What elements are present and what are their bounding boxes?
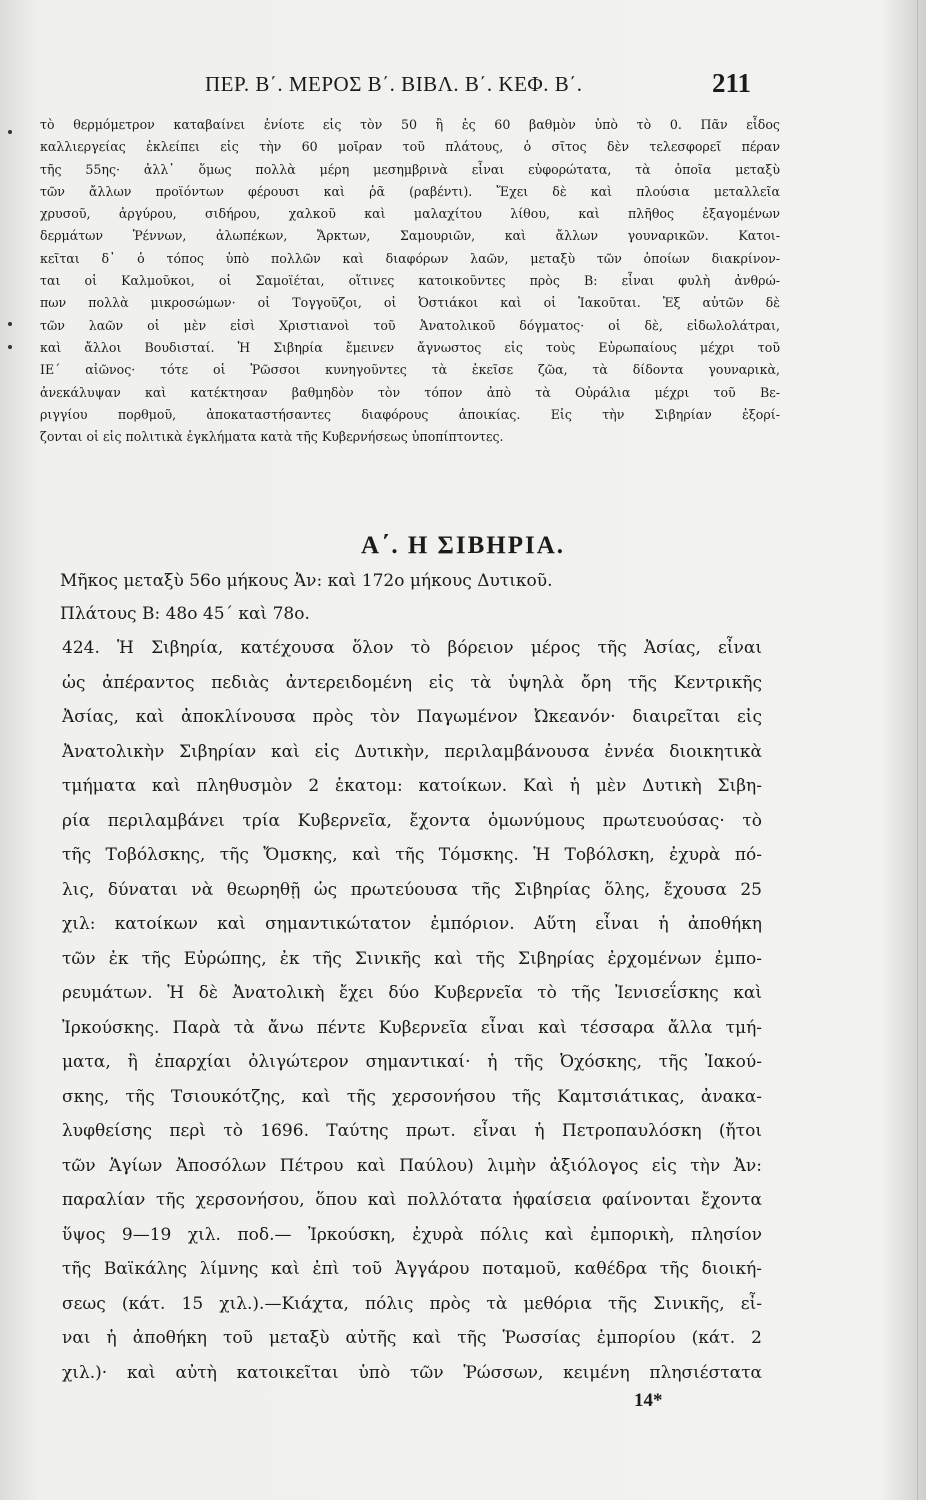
text-line: ρία περιλαμβάνει τρία Κυβερνεῖα, ἔχοντα ὁμωνύμους πρωτευούσας· τὸ	[62, 810, 762, 831]
text-line: κεῖται δ᾽ ὁ τόπος ὑπὸ πολλῶν καὶ διαφόρων λαῶν, μεταξὺ τῶν ὁποίων διακρίνον-	[40, 250, 780, 266]
text-line: τὸ θερμόμετρον καταβαίνει ἐνίοτε εἰς τὸν 50 ἢ ἐς 60 βαθμὸν ὑπὸ τὸ 0. Πᾶν εἶδος	[40, 117, 780, 132]
latitude-line: Πλάτους Β: 48ο 45΄ καὶ 78ο.	[60, 604, 310, 624]
text-line: τῶν λαῶν οἱ μὲν εἰσὶ Χριστιανοὶ τοῦ Ἀνατολικοῦ δόγματος· οἱ δὲ, εἰδωλολάτραι,	[40, 317, 780, 333]
text-line: χιλ: κατοίκων καὶ σημαντικώτατον ἐμπόριον. Αὕτη εἶναι ἡ ἀποθήκη	[62, 914, 762, 934]
running-head: ΠΕΡ. Β΄. ΜΕΡΟΣ Β΄. ΒΙΒΛ. Β΄. ΚΕΦ. Β΄.	[205, 72, 583, 96]
text-line: ζονται οἱ εἰς πολιτικὰ ἐγκλήματα κατὰ τῆς Κυβερνήσεως ὑποπίπτοντες.	[40, 429, 504, 445]
text-line: σκης, τῆς Τσιουκότζης, καὶ τῆς χερσονήσου τῆς Καμτσιάτικας, ἀνακα-	[62, 1086, 762, 1107]
text-line: λις, δύναται νὰ θεωρηθῇ ὡς πρωτεύουσα τῆς Σιβηρίας ὅλης, ἔχουσα 25	[62, 879, 762, 900]
page-edge	[917, 0, 918, 1500]
text-line: λυφθείσης περὶ τὸ 1696. Ταύτης πρωτ. εἶναι ἡ Πετροπαυλόσκη (ἤτοι	[62, 1121, 762, 1141]
text-line: καλλιεργείας ἐκλείπει εἰς τὴν 60 μοῖραν τοῦ πλάτους, ὁ σῖτος δὲν τελεσφορεῖ πέραν	[40, 139, 780, 155]
text-line: ρευμάτων. Ἡ δὲ Ἀνατολικὴ ἔχει δύο Κυβερνεῖα τὸ τῆς Ἰενισεΐσκης καὶ	[62, 983, 762, 1003]
text-line: χιλ.)· καὶ αὐτὴ κατοικεῖται ὑπὸ τῶν Ῥώσσων, κειμένη πλησιέστατα	[62, 1362, 762, 1383]
main-paragraph	[62, 631, 762, 1390]
text-line: Ἀσίας, καὶ ἀποκλίνουσα πρὸς τὸν Παγωμένον Ὠκεανόν· διαιρεῖται εἰς	[62, 707, 762, 727]
text-line: ἀνεκάλυψαν καὶ κατέκτησαν βαθμηδὸν τὸν τόπον ἀπὸ τὰ Οὐράλια μέχρι τοῦ Βε-	[40, 384, 780, 400]
text-line: δερμάτων Ῥέννων, ἀλωπέκων, Ἄρκτων, Σαμουριῶν, καὶ ἄλλων γουναρικῶν. Κατοι-	[40, 228, 780, 244]
section-title: Α΄. Η ΣΙΒΗΡΙΑ.	[360, 532, 566, 559]
text-line: Ἀνατολικὴν Σιβηρίαν καὶ εἰς Δυτικὴν, περιλαμβάνουσα ἐννέα διοικητικὰ	[62, 741, 762, 762]
text-line: παραλίαν τῆς χερσονήσου, ὅπου καὶ πολλότατα ἡφαίσεια φαίνονται ἔχοντα	[62, 1190, 762, 1210]
text-line: τμήματα καὶ πληθυσμὸν 2 ἑκατομ: κατοίκων. Καὶ ἡ μὲν Δυτικὴ Σιβη-	[62, 776, 762, 796]
text-line: τῶν ἄλλων προϊόντων φέρουσι καὶ ῥᾶ (ραβέντι). Ἔχει δὲ καὶ πλούσια μεταλλεῖα	[40, 183, 780, 199]
text-line: ΙΕ΄ αἰῶνος· τότε οἱ Ῥῶσσοι κυνηγοῦντες τὰ ἐκεῖσε ζῶα, τὰ δίδοντα γουναρικὰ,	[40, 362, 780, 378]
longitude-line: Μῆκος μεταξὺ 56ο μήκους Ἀν: καὶ 172ο μήκους Δυτικοῦ.	[60, 571, 553, 591]
page-number: 211	[712, 68, 752, 98]
text-line: τῶν Ἁγίων Ἀποσόλων Πέτρου καὶ Παύλου) λιμὴν ἀξιόλογος εἰς τὴν Ἀν:	[62, 1155, 762, 1176]
intro-paragraph	[40, 114, 780, 448]
text-line: πων πολλὰ μικροσώμων· οἱ Τογγοῦζοι, οἱ Ὀστιάκοι καὶ οἱ Ἰακοῦται. Ἐξ αὐτῶν δὲ	[40, 295, 780, 311]
text-line: τῶν ἐκ τῆς Εὐρώπης, ἐκ τῆς Σινικῆς καὶ τῆς Σιβηρίας ἐρχομένων ἐμπο-	[62, 948, 762, 969]
text-line: 424. Ἡ Σιβηρία, κατέχουσα ὅλον τὸ βόρειον μέρος τῆς Ἀσίας, εἶναι	[62, 638, 762, 658]
text-line: ματα, ἢ ἐπαρχίαι ὀλιγώτερον σημαντικαί· ἡ τῆς Ὀχόσκης, τῆς Ἰακού-	[62, 1052, 762, 1072]
text-line: ὕψος 9—19 χιλ. ποδ.— Ἰρκούσκη, ἐχυρὰ πόλις καὶ ἐμπορικὴ, πλησίον	[62, 1224, 762, 1245]
signature-mark: 14*	[634, 1390, 663, 1411]
text-line: ται οἱ Καλμοῦκοι, οἱ Σαμοϊέται, οἵτινες κατοικοῦντες πρὸς Β: εἶναι φυλὴ ἀνθρώ-	[40, 273, 780, 289]
page-header	[0, 62, 926, 102]
text-line: τῆς 55ης· ἀλλ᾽ ὅμως πολλὰ μέρη μεσημβρινὰ εἶναι εὐφορώτατα, τὰ ὁποῖα μεταξὺ	[40, 161, 780, 177]
margin-dot	[8, 130, 12, 134]
coordinates-block	[60, 565, 552, 631]
text-line: τῆς Βαϊκάλης λίμνης καὶ ἐπὶ τοῦ Ἀγγάρου ποταμοῦ, καθέδρα τῆς διοική-	[62, 1259, 762, 1279]
text-line: χρυσοῦ, ἀργύρου, σιδήρου, χαλκοῦ καὶ μαλαχίτου λίθου, καὶ πλῆθος ἐξαγομένων	[40, 206, 780, 222]
text-line: ριγγίου πορθμοῦ, ἀποκαταστήσαντες διαφόρους ἀποικίας. Εἰς τὴν Σιβηρίαν ἐξορί-	[40, 406, 780, 422]
margin-dot	[8, 345, 12, 349]
margin-dot	[8, 322, 12, 326]
text-line: ναι ἡ ἀποθήκη τοῦ μεταξὺ αὐτῆς καὶ τῆς Ῥωσσίας ἐμπορίου (κάτ. 2	[62, 1328, 762, 1348]
text-line: τῆς Τοβόλσκης, τῆς Ὄμσκης, καὶ τῆς Τόμσκης. Ἡ Τοβόλσκη, ἐχυρὰ πό-	[62, 845, 762, 865]
text-line: καὶ ἄλλοι Βουδισταί. Ἡ Σιβηρία ἔμεινεν ἄγνωστος εἰς τοὺς Εὐρωπαίους μέχρι τοῦ	[40, 339, 780, 355]
text-line: Ἰρκούσκης. Παρὰ τὰ ἄνω πέντε Κυβερνεῖα εἶναι καὶ τέσσαρα ἄλλα τμή-	[62, 1017, 762, 1038]
text-line: ὡς ἀπέραντος πεδιὰς ἀντερειδομένη εἰς τὰ ὑψηλὰ ὄρη τῆς Κεντρικῆς	[62, 672, 762, 693]
text-line: σεως (κάτ. 15 χιλ.).—Κιάχτα, πόλις πρὸς τὰ μεθόρια τῆς Σινικῆς, εἶ-	[62, 1293, 762, 1314]
